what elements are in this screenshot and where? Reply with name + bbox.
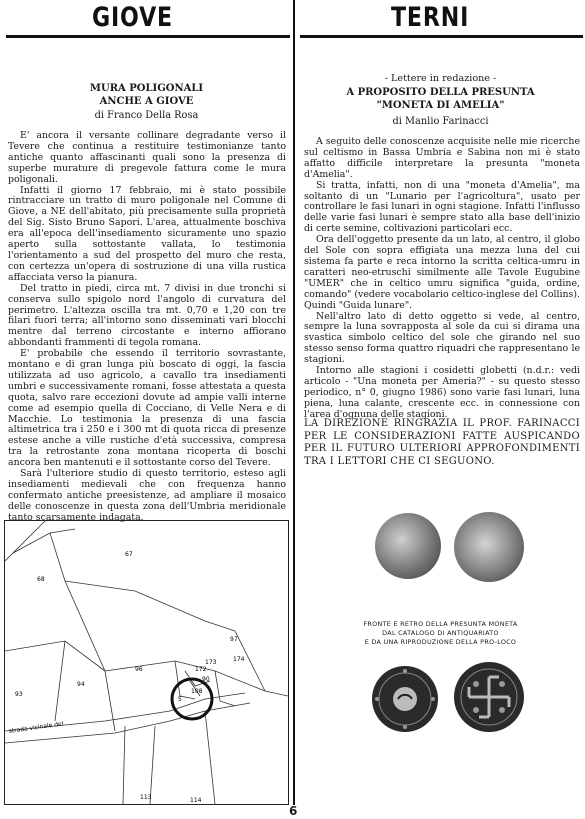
- parcel-label: 172: [195, 666, 207, 673]
- headline-line-1: A PROPOSITO DELLA PRESUNTA: [346, 87, 535, 98]
- coin-front-photo: [375, 513, 441, 579]
- coin-back-drawing: [452, 660, 526, 734]
- paragraph: Si tratta, infatti, non di una "moneta d'Amelia", ma soltanto di un "Lunario per l'agricoltura", usato per controllare le fasi lunari in ogni stagione. Infatti l'influsso delle varie fasi lunari è sempre stato alla base dell'inizio di certe semine, coltivazioni particolari ecc.: [304, 179, 580, 235]
- article-body-left: [8, 131, 286, 524]
- page-number: 6: [289, 804, 298, 818]
- paragraph: E' probabile che essendo il territorio sovrastante, montano e di gran lunga più boscato di oggi, la fascia utilizzata ad uso agricolo, a cavallo tra insediamenti umbri e successivamente romani, fosse attestata a questa quota, salvo rare eccezioni dovute ad ampie valli interne come ad esempio quella di Cocciano, di Velle Nera e di Macchie. Lo testimonia la presenza di una fascia altimetrica tra i 250 e i 300 mt di quota ricca di presenze estese anche a ville rustiche d'età successiva, compresa tra la retrostante zona montana ricoperta di boschi ancora ben mantenuti e il sottostante corso del Tevere.: [8, 348, 286, 469]
- headline-line-1: MURA POLIGONALI: [89, 83, 204, 94]
- caption-line-3: E DA UNA RIPRODUZIONE DELLA PRO-LOCO: [364, 638, 517, 646]
- caption-line-1: FRONTE E RETRO DELLA PRESUNTA MONETA: [363, 620, 518, 628]
- section-title-giove: GIOVE: [92, 2, 174, 33]
- parcel-label: 93: [15, 691, 23, 698]
- cadastral-map: [4, 520, 289, 805]
- parcel-label: 96: [135, 666, 143, 673]
- headline-line-2: ANCHE A GIOVE: [99, 96, 194, 107]
- parcel-label: 67: [125, 551, 133, 558]
- parcel-label: 114: [190, 797, 202, 804]
- editorial-note: LA DIREZIONE RINGRAZIA IL PROF. FARINACCI PER LE CONSIDERAZIONI FATTE AUSPICANDO PER IL FUTURO ULTERIORI APPROFONDIMENTI TRA I LETTORI CHE CI SEGUONO.: [304, 418, 580, 467]
- headline-line-2: "MONETA DI AMELIA": [376, 100, 505, 111]
- parcel-label: 174: [233, 656, 245, 663]
- parcel-label: 90: [202, 676, 210, 683]
- paragraph: Intorno alle stagioni i cosidetti globetti (n.d.r.: vedi articolo - "Una moneta per Ameria?" - su questo stesso periodico, n° 0, giugno 1986) sono varie fasi lunari, luna piena, luna calante, crescente ecc. in connessione con l'area d'ognuna delle stagioni.: [304, 365, 580, 420]
- caption-line-2: DAL CATALOGO DI ANTIQUARIATO: [382, 629, 499, 637]
- paragraph: Sarà l'ulteriore studio di questo territorio, esteso agli insediamenti medievali che con frequenza hanno confermato antiche preesistenze, ad ampliare il mosaico delle conoscenze in questa zona dell'Umbria meridionale tanto scarsamente indagata.: [8, 468, 286, 523]
- road-label: strada vicinale del: [8, 720, 64, 735]
- parcel-label: 5: [178, 696, 182, 703]
- parcel-label: 173: [205, 659, 217, 666]
- paragraph: Ora dell'oggetto presente da un lato, al centro, il globo del Sole con sopra effigiata una mezza luna del cui sistema fa parte e reca intorno la scritta celtica-umru in caratteri neo-etruschi similmente alle Tavole Eugubine "UMER" che in celtico umru significa "guida, ordine, comando" (vedere vocabolario celtico-inglese del Collins). Quindi "Guida lunare".: [304, 234, 580, 311]
- paragraph: Infatti il giorno 17 febbraio, mi è stato possibile rintracciare un tratto di muro poligonale nel Comune di Giove, a NE dell'abitato, più precisamente sulla proprietà del Sig. Sisto Bruno Sapori. L'area, attualmente boschiva era all'epoca dell'insediamento sicuramente uno spazio aperto sulla sottostante vallata, lo testimonia l'orientamento a sud del prospetto del muro che resta, con certezza un'opera di sostruzione di una villa rustica affacciata verso la pianura.: [8, 184, 286, 283]
- article-body-right: [304, 137, 580, 421]
- map-drawing: [5, 521, 288, 804]
- paragraph: A seguito delle conoscenze acquisite nelle mie ricerche sul celtismo in Bassa Umbria e Sabina non mi è stato affatto difficile interpretare la presunta "moneta d'Amelia".: [304, 136, 580, 180]
- paragraph: Nell'altro lato di detto oggetto si vede, al centro, sempre la luna sovrapposta al sole da cui si dirama una svastica simbolo celtico del sole che girando nel suo stesso senso forma quattro riquadri che rappresentano le stagioni.: [304, 310, 580, 366]
- article-kicker: - Lettere in redazione -: [384, 73, 497, 84]
- section-rule-left: [6, 35, 290, 38]
- coin-back-photo: [454, 512, 524, 582]
- parcel-label: 108: [191, 688, 203, 695]
- column-divider: [293, 0, 295, 805]
- section-title-terni: TERNI: [391, 2, 470, 33]
- paragraph: Del tratto in piedi, circa mt. 7 divisi in due tronchi si conserva sullo spigolo nord l'angolo di curvatura del perimetro. L'altezza oscilla tra mt. 0,70 e 1,20 con tre filari fuori terra; all'intorno sono disseminati vari blocchi mentre dal terreno circostante e interno affiorano abbondanti frammenti di tegola romana.: [8, 282, 286, 349]
- coin-front-drawing: [370, 664, 440, 734]
- parcel-label: 94: [77, 681, 85, 688]
- article-byline-left: di Franco Della Rosa: [94, 110, 199, 121]
- article-headline-right: [296, 86, 585, 112]
- coin-caption: [296, 620, 585, 647]
- parcel-label: 113: [140, 794, 152, 801]
- paragraph: E' ancora il versante collinare degradante verso il Tevere che continua a restituire testimonianze tanto antiche quanto affascinanti quali sono la presenza di superbe murature di pregevole fattura come le mura poligonali.: [8, 130, 286, 185]
- parcel-label: 97: [230, 636, 238, 643]
- article-byline-right: di Manlio Farinacci: [392, 116, 489, 127]
- section-rule-right: [300, 35, 583, 38]
- parcel-label: 68: [37, 576, 45, 583]
- article-headline-left: [0, 82, 293, 108]
